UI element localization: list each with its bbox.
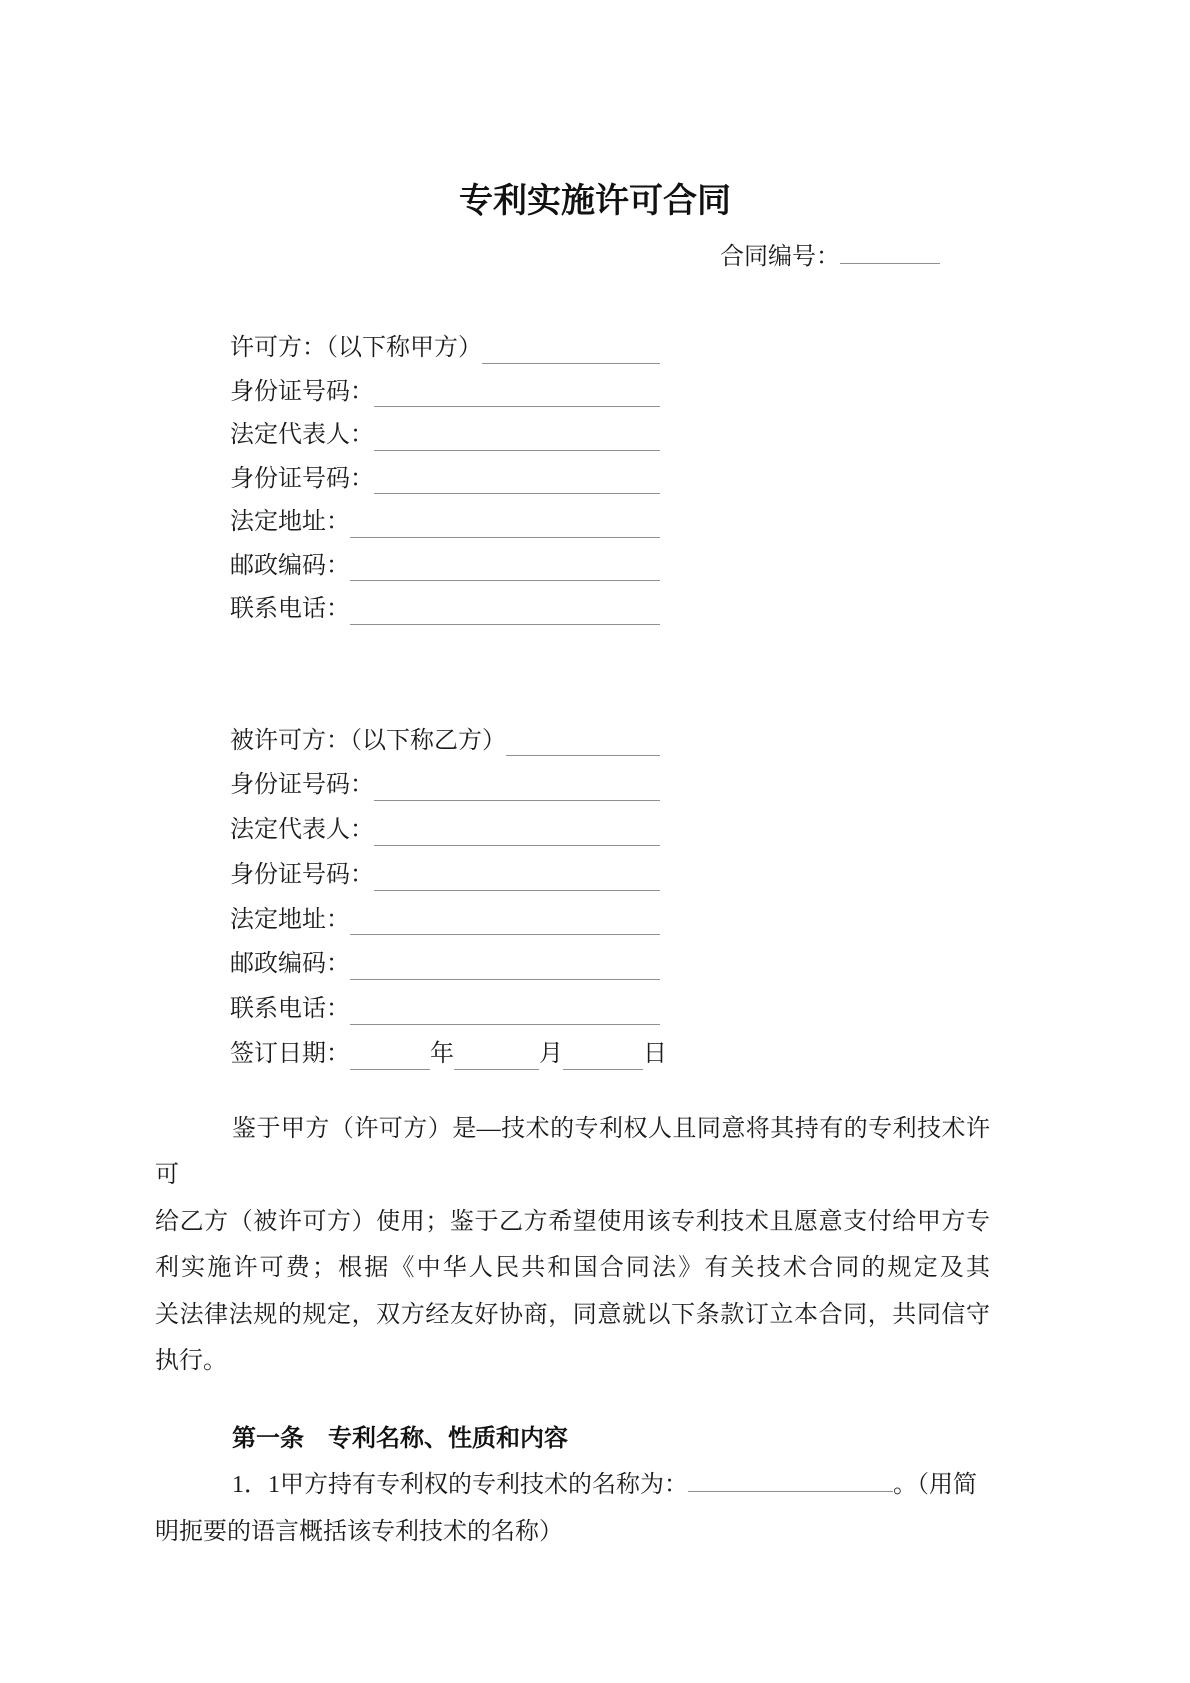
field-blank bbox=[506, 719, 660, 757]
preamble-line: 执行。 bbox=[155, 1348, 227, 1375]
field-label: 法定代表人： bbox=[230, 817, 374, 844]
field-label: 法定地址： bbox=[230, 509, 350, 535]
clause-1-1 bbox=[155, 1462, 1037, 1555]
field-blank bbox=[374, 371, 660, 408]
field-blank bbox=[374, 458, 660, 495]
sign-date-row bbox=[230, 1032, 667, 1077]
preamble-line: 给乙方（被许可方）使用；鉴于乙方希望使用该专利技术且愿意支付给甲方专 bbox=[155, 1208, 990, 1235]
field-row-legal-address bbox=[230, 501, 660, 545]
clause-1-1-line-1 bbox=[155, 1462, 1037, 1509]
field-label: 邮政编码： bbox=[230, 552, 350, 579]
field-label: 身份证号码： bbox=[230, 772, 374, 799]
field-blank bbox=[374, 414, 660, 451]
patent-name-blank bbox=[688, 1466, 893, 1492]
year-blank bbox=[350, 1032, 430, 1070]
field-blank bbox=[350, 987, 660, 1025]
field-row-legal-address bbox=[230, 898, 660, 943]
field-row-licensee bbox=[230, 719, 660, 764]
field-label: 联系电话： bbox=[230, 596, 350, 622]
article-1-heading: 第一条 专利名称、性质和内容 bbox=[232, 1424, 568, 1452]
preamble-line: 关法律法规的规定，双方经友好协商，同意就以下条款订立本合同，共同信守 bbox=[155, 1301, 990, 1328]
field-blank bbox=[350, 545, 660, 582]
field-row-phone bbox=[230, 987, 660, 1032]
field-blank bbox=[374, 763, 660, 801]
field-row-id-number bbox=[230, 371, 660, 415]
field-label: 身份证号码： bbox=[230, 465, 374, 492]
field-label: 邮政编码： bbox=[230, 951, 350, 978]
page-title: 专利实施许可合同 bbox=[459, 182, 731, 220]
field-blank bbox=[350, 501, 660, 538]
field-row-postal-code bbox=[230, 942, 660, 987]
field-row-postal-code bbox=[230, 545, 660, 589]
field-row-id-number bbox=[230, 763, 660, 808]
field-blank bbox=[374, 808, 660, 846]
field-label: 法定代表人： bbox=[230, 422, 374, 448]
contract-number-row bbox=[0, 238, 1190, 275]
field-label: 身份证号码： bbox=[230, 861, 374, 888]
field-row-licensor bbox=[230, 327, 660, 371]
sign-date-label: 签订日期： bbox=[230, 1041, 350, 1068]
day-suffix: 日 bbox=[643, 1041, 667, 1068]
field-row-id-number bbox=[230, 853, 660, 898]
field-blank bbox=[374, 853, 660, 891]
field-blank bbox=[350, 588, 660, 625]
month-blank bbox=[454, 1032, 539, 1070]
field-row-legal-representative bbox=[230, 808, 660, 853]
party-a-section bbox=[230, 327, 660, 632]
clause-1-1-line-2: 明扼要的语言概括该专利技术的名称） bbox=[155, 1518, 563, 1545]
day-blank bbox=[563, 1032, 643, 1070]
field-blank bbox=[350, 942, 660, 980]
field-row-id-number bbox=[230, 458, 660, 502]
preamble-line: 鉴于甲方（许可方）是—技术的专利权人且同意将其持有的专利技术许可 bbox=[155, 1115, 990, 1189]
month-suffix: 月 bbox=[539, 1041, 563, 1068]
field-label: 许可方：（以下称甲方） bbox=[230, 335, 482, 361]
preamble-line: 利实施许可费；根据《中华人民共和国合同法》有关技术合同的规定及其 bbox=[155, 1255, 990, 1282]
clause-1-1-text-before-blank: 1．1甲方持有专利权的专利技术的名称为： bbox=[232, 1472, 688, 1499]
field-label: 身份证号码： bbox=[230, 378, 374, 405]
year-suffix: 年 bbox=[430, 1041, 454, 1068]
contract-number-blank bbox=[840, 238, 940, 264]
field-row-legal-representative bbox=[230, 414, 660, 458]
field-label: 被许可方：（以下称乙方） bbox=[230, 727, 506, 754]
field-blank bbox=[350, 898, 660, 936]
preamble-paragraph bbox=[155, 1106, 990, 1385]
field-label: 联系电话： bbox=[230, 996, 350, 1023]
field-row-phone bbox=[230, 588, 660, 632]
field-blank bbox=[482, 327, 660, 364]
field-label: 法定地址： bbox=[230, 906, 350, 933]
contract-number-label: 合同编号： bbox=[720, 244, 840, 270]
party-b-section bbox=[230, 719, 667, 1077]
section-spacer bbox=[0, 632, 1190, 667]
clause-1-1-text-after-blank: 。（用简 bbox=[893, 1472, 977, 1499]
